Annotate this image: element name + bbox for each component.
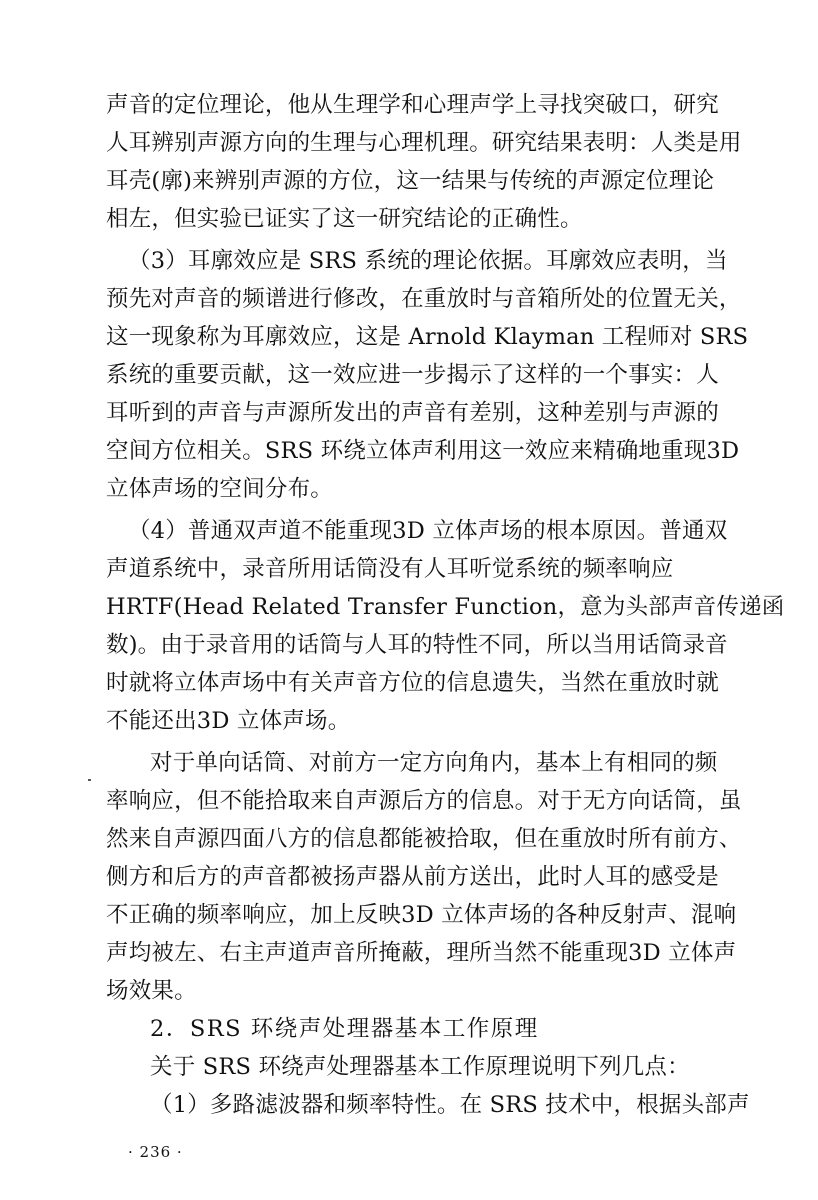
text-line-24: 场效果。	[106, 978, 197, 1004]
text-line-7: 这一现象称为耳廓效应，这是 Arnold Klayman 工程师对 SRS	[106, 324, 749, 350]
text-line-5: （3）耳廓效应是 SRS 系统的理论依据。耳廓效应表明，当	[128, 248, 728, 274]
text-line-3: 耳壳(廓)来辨别声源的方位，这一结果与传统的声源定位理论	[106, 168, 715, 194]
text-line-26: 关于 SRS 环绕声处理器基本工作原理说明下列几点：	[150, 1054, 690, 1080]
text-line-27: （1）多路滤波器和频率特性。在 SRS 技术中，根据头部声	[150, 1092, 750, 1118]
text-line-15: 数)。由于录音用的话筒与人耳的特性不同，所以当用话筒录音	[106, 632, 728, 658]
text-line-11: 立体声场的空间分布。	[106, 476, 334, 502]
text-line-1: 声音的定位理论，他从生理学和心理声学上寻找突破口，研究	[106, 92, 719, 118]
text-line-22: 不正确的频率响应，加上反映3D 立体声场的各种反射声、混响	[106, 902, 737, 928]
text-line-14: HRTF(Head Related Transfer Function，意为头部声音传递函	[106, 594, 785, 620]
text-line-4: 相左，但实验已证实了这一研究结论的正确性。	[106, 206, 583, 232]
text-line-16: 时就将立体声场中有关声音方位的信息遗失，当然在重放时就	[106, 670, 719, 696]
text-line-13: 声道系统中，录音所用话筒没有人耳听觉系统的频率响应	[106, 556, 674, 582]
text-line-9: 耳听到的声音与声源所发出的声音有差别，这种差别与声源的	[106, 400, 719, 426]
section-heading: 2．SRS 环绕声处理器基本工作原理	[150, 1016, 539, 1042]
text-line-17: 不能还出3D 立体声场。	[106, 708, 351, 734]
text-line-23: 声均被左、右主声道声音所掩蔽，理所当然不能重现3D 立体声	[106, 940, 737, 966]
text-line-18: 对于单向话筒、对前方一定方向角内，基本上有相同的频	[150, 750, 718, 776]
text-line-2: 人耳辨别声源方向的生理与心理机理。研究结果表明：人类是用	[106, 130, 742, 156]
page-number: · 236 ·	[128, 1143, 183, 1161]
text-line-12: （4）普通双声道不能重现3D 立体声场的根本原因。普通双	[128, 518, 728, 544]
text-line-8: 系统的重要贡献，这一效应进一步揭示了这样的一个事实：人	[106, 362, 719, 388]
text-line-10: 空间方位相关。SRS 环绕立体声利用这一效应来精确地重现3D	[106, 438, 740, 464]
text-line-19: 率响应，但不能拾取来自声源后方的信息。对于无方向话筒，虽	[106, 788, 742, 814]
text-line-6: 预先对声音的频谱进行修改，在重放时与音箱所处的位置无关，	[106, 286, 742, 312]
text-line-21: 侧方和后方的声音都被扬声器从前方送出，此时人耳的感受是	[106, 864, 719, 890]
scan-mark	[88, 779, 91, 781]
text-line-20: 然来自声源四面八方的信息都能被拾取，但在重放时所有前方、	[106, 826, 742, 852]
